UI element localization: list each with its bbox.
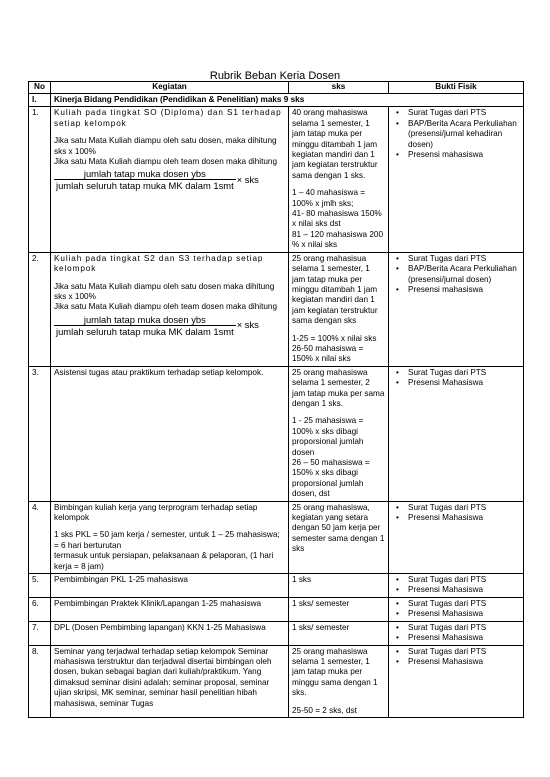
- table-row: [29, 501, 524, 573]
- kegiatan-text: Jika satu Mata Kuliah diampu oleh team dosen maka dihitung: [54, 302, 278, 312]
- sks-formula: [54, 168, 285, 191]
- table-row: [29, 574, 524, 598]
- bukti-cell: [389, 107, 524, 252]
- sks-text: 41- 80 mahasiswa 150% x nilai sks dst: [292, 209, 382, 229]
- sks-cell: 1 sks/ semester: [289, 597, 389, 621]
- bukti-item: • Presensi Mahasiswa: [392, 513, 520, 523]
- row-number: 5.: [29, 574, 51, 598]
- bukti-list: [392, 647, 520, 668]
- kegiatan-intro: Bimbingan kuliah kerja yang terprogram terhadap setiap kelompok: [54, 502, 258, 523]
- bukti-cell: [389, 621, 524, 645]
- sks-formula: [54, 314, 285, 337]
- sks-cell: [289, 645, 389, 717]
- sks-text: 1-25 = 100% x nilai sks: [292, 333, 377, 343]
- bukti-list: [392, 599, 520, 620]
- kegiatan-cell: [51, 107, 289, 252]
- kegiatan-text: Jika satu Mata Kuliah diampu oleh satu dosen, maka dihitung sks x 100%: [54, 136, 277, 156]
- kegiatan-cell: [51, 501, 289, 573]
- table-row: [29, 366, 524, 501]
- table-row: [29, 252, 524, 366]
- header-kegiatan: Kegiatan: [51, 82, 289, 94]
- kegiatan-cell: Pembimbingan Praktek Klinik/Lapangan 1-25 mahasiswa: [51, 597, 289, 621]
- table-row: [29, 621, 524, 645]
- page-title: Rubrik Beban Keria Dosen: [209, 70, 341, 82]
- formula-denominator: jumlah seluruh tatap muka MK dalam 1smt: [56, 325, 234, 337]
- bukti-item: • Surat Tugas dari PTS: [392, 599, 520, 609]
- kegiatan-text: 1 sks PKL = 50 jam kerja / semester, untuk 1 – 25 mahasiswa; = 6 hari berturutan: [54, 530, 280, 550]
- kegiatan-intro: Kuliah pada tingkat SO (Diploma) dan S1 terhadap setiap kelompok: [54, 108, 282, 128]
- bukti-item: • Surat Tugas dari PTS: [392, 575, 520, 585]
- table-row: [29, 597, 524, 621]
- sks-text: 81 – 120 mahasiswa 200 % x nilai sks: [292, 229, 384, 250]
- sks-text: 1 - 25 mahasiswa = 100% x sks dibagi proporsional jumlah dosen: [292, 416, 364, 457]
- bukti-list: [392, 254, 520, 296]
- bukti-item: • BAP/Berita Acara Perkuliahan (presensi/jurnal dosen): [392, 264, 520, 285]
- header-sks: sks: [289, 82, 389, 94]
- kegiatan-cell: Pembimbingan PKL 1-25 mahasiswa: [51, 574, 289, 598]
- bukti-cell: [389, 366, 524, 501]
- bukti-item: • Surat Tugas dari PTS: [392, 647, 520, 657]
- kegiatan-text: Jika satu Mata Kuliah diampu oleh satu dosen maka dihitung sks x 100%: [54, 281, 275, 301]
- table-row: [29, 645, 524, 717]
- sks-text: 25 orang mahasiswa selama 1 semester, 1 jam tatap muka per minggu sama dengan 1 sks.: [292, 646, 378, 698]
- bukti-item: • BAP/Berita Acara Perkuliahan (presensi/jurnal kehadiran dosen): [392, 119, 520, 150]
- sks-cell: [289, 366, 389, 501]
- bukti-cell: [389, 574, 524, 598]
- sks-text: 26-50 mahasiswa = 150% x nilai sks: [292, 343, 364, 364]
- bukti-item: • Presensi Mahasiswa: [392, 585, 520, 595]
- kegiatan-cell: Asistensi tugas atau praktikum terhadap setiap kelompok.: [51, 366, 289, 501]
- row-number: 8.: [29, 645, 51, 717]
- formula-multiplier: × sks: [236, 173, 259, 185]
- row-number: 4.: [29, 501, 51, 573]
- sks-text: 25-50 = 2 sks, dst: [292, 705, 357, 715]
- sks-cell: 1 sks/ semester: [289, 621, 389, 645]
- bukti-item: • Surat Tugas dari PTS: [392, 623, 520, 633]
- bukti-item: • Surat Tugas dari PTS: [392, 254, 520, 264]
- bukti-list: [392, 623, 520, 644]
- bukti-cell: [389, 597, 524, 621]
- formula-numerator: jumlah tatap muka dosen ybs: [54, 314, 236, 326]
- formula-numerator: jumlah tatap muka dosen ybs: [54, 168, 236, 180]
- kegiatan-cell: [51, 252, 289, 366]
- rubric-table: [28, 81, 524, 718]
- bukti-item: • Presensi Mahasiswa: [392, 657, 520, 667]
- header-no: No: [29, 82, 51, 94]
- sks-text: 25 orang mahasiswa selama 1 semester, 2 jam tatap muka per sama dengan 1 sks.: [292, 367, 385, 408]
- kegiatan-intro: Kuliah pada tingkat S2 dan S3 terhadap setiap kelompok: [54, 253, 264, 274]
- header-bukti-fisik: Bukti Fisik: [389, 82, 524, 94]
- kegiatan-text: termasuk untuk persiapan, pelaksanaan & pelaporan, (1 hari kerja = 8 jam): [54, 551, 274, 571]
- row-number: 1.: [29, 107, 51, 252]
- row-number: 7.: [29, 621, 51, 645]
- bukti-item: • Presensi Mahasiswa: [392, 633, 520, 643]
- section-label: Kinerja Bidang Pendidikan (Pendidikan & Penelitian) maks 9 sks: [51, 94, 524, 107]
- section-number: I.: [29, 94, 51, 107]
- bukti-item: • Surat Tugas dari PTS: [392, 108, 520, 118]
- bukti-list: [392, 575, 520, 596]
- section-row: [29, 94, 524, 107]
- bukti-item: • Presensi mahasiswa: [392, 150, 520, 160]
- bukti-list: [392, 108, 520, 160]
- sks-text: 26 – 50 mahasiswa = 150% x sks dibagi proporsional jumlah dosen, dst: [292, 458, 370, 499]
- sks-cell: 1 sks: [289, 574, 389, 598]
- bukti-cell: [389, 252, 524, 366]
- bukti-cell: [389, 645, 524, 717]
- bukti-item: • Presensi Mahasiswa: [392, 378, 520, 388]
- bukti-item: • Presensi mahasiswa: [392, 285, 520, 295]
- kegiatan-cell: Seminar yang terjadwal terhadap setiap kelompok Seminar mahasiswa terstruktur dan terjadwal disertai bimbingan oleh dosen, bukan sebagai bagian dari kuliah/praktikum. Yang dimaksud seminar disini adalah: seminar proposal, seminar ujian skripsi, MK seminar, seminar hasil penelitian hibah mahasiswa, seminar Tugas: [51, 645, 289, 717]
- table-row: [29, 107, 524, 252]
- table-header-row: [29, 82, 524, 94]
- kegiatan-text: Jika satu Mata Kuliah diampu oleh team dosen maka dihitung: [54, 157, 278, 167]
- sks-cell: [289, 252, 389, 366]
- bukti-item: • Surat Tugas dari PTS: [392, 368, 520, 378]
- row-number: 2.: [29, 252, 51, 366]
- bukti-item: • Surat Tugas dari PTS: [392, 503, 520, 513]
- sks-text: 25 orang mahasisua selama 1 semester, 1 jam tatap muka per minggu ditambah 1 jam kegiatan mandiri dan 1 jam kegiatan terstruktur sama dengan sks: [292, 253, 378, 326]
- formula-denominator: jumlah seluruh tatap muka MK dalam 1smt: [56, 180, 234, 192]
- bukti-cell: [389, 501, 524, 573]
- sks-text: 1 – 40 mahasiswa = 100% x jmlh sks;: [292, 188, 366, 208]
- sks-text: 40 orang mahasiswa selama 1 semester, 1 jam tatap muka per minggu ditambah 1 jam kegiatan mandiri dan 1 jam kegiatan terstruktur sama dengan 1 sks.: [292, 108, 378, 180]
- sks-cell: 25 orang mahasiswa, kegiatan yang setara dengan 50 jam kerja per semester sama dengan 1 sks: [289, 501, 389, 573]
- formula-multiplier: × sks: [236, 319, 259, 331]
- bukti-item: • Presensi Mahasiswa: [392, 609, 520, 619]
- row-number: 6.: [29, 597, 51, 621]
- row-number: 3.: [29, 366, 51, 501]
- bukti-list: [392, 368, 520, 389]
- sks-cell: [289, 107, 389, 252]
- bukti-list: [392, 503, 520, 524]
- kegiatan-cell: DPL (Dosen Pembimbing lapangan) KKN 1-25 Mahasiswa: [51, 621, 289, 645]
